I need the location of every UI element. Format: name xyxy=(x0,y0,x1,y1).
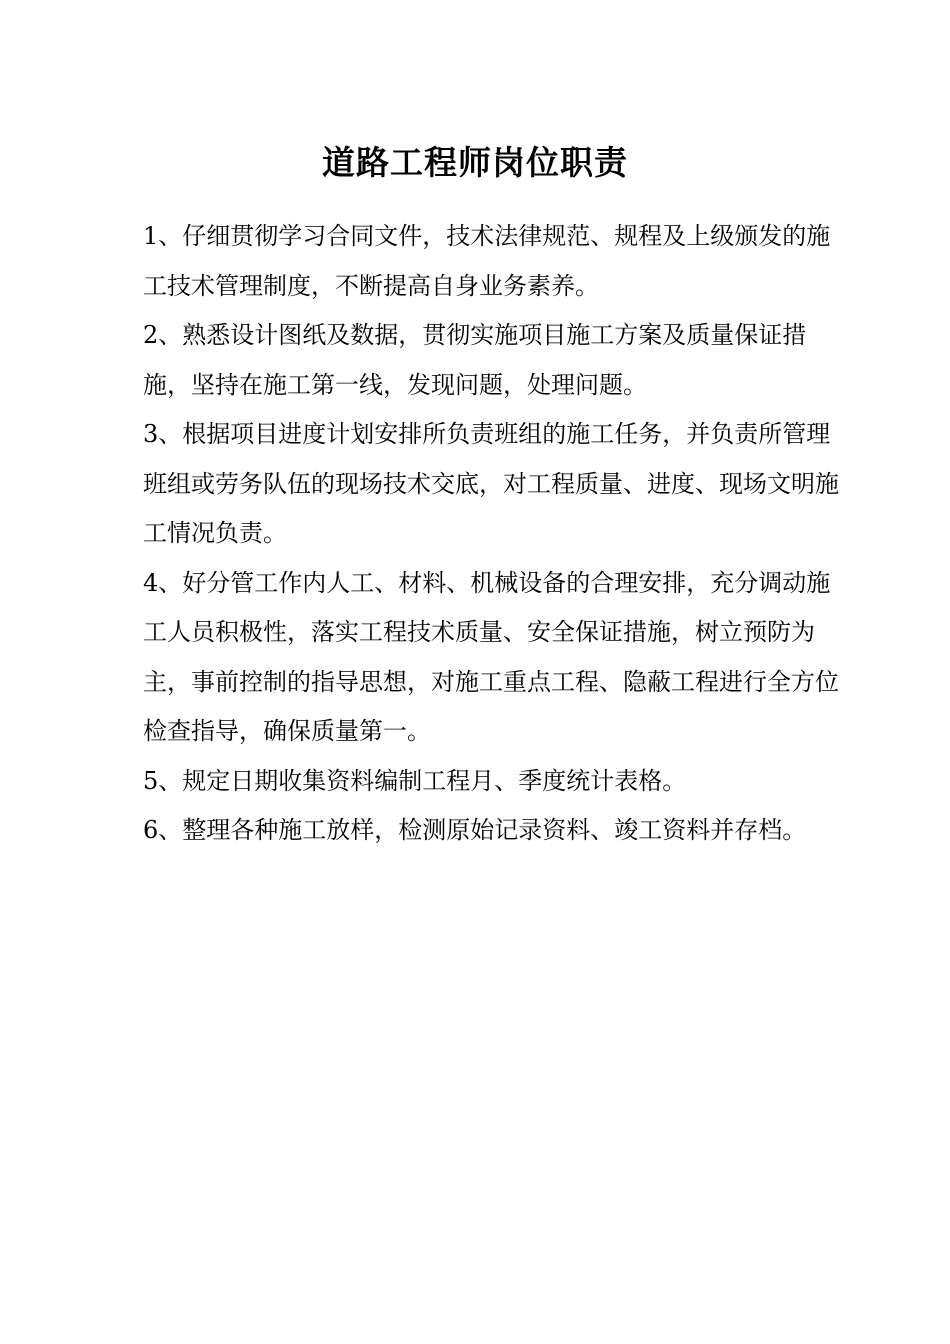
paragraph-4: 4、好分管工作内人工、材料、机械设备的合理安排，充分调动施工人员积极性，落实工程技术质量、安全保证措施，树立预防为主，事前控制的指导思想，对施工重点工程、隐蔽工程进行全方位检查指导，确保质量第一。 xyxy=(143,568,839,745)
document-title: 道路工程师岗位职责 xyxy=(322,143,628,182)
paragraph-3: 3、根据项目进度计划安排所负责班组的施工任务，并负责所管理班组或劳务队伍的现场技术交底，对工程质量、进度、现场文明施工情况负责。 xyxy=(143,420,839,547)
paragraph-1: 1、仔细贯彻学习合同文件，技术法律规范、规程及上级颁发的施工技术管理制度，不断提高自身业务素养。 xyxy=(143,222,831,300)
document-body xyxy=(143,212,843,856)
paragraph-2: 2、熟悉设计图纸及数据，贯彻实施项目施工方案及质量保证措施，坚持在施工第一线，发现问题，处理问题。 xyxy=(143,321,807,399)
paragraph-5: 5、规定日期收集资料编制工程月、季度统计表格。 xyxy=(143,766,687,795)
paragraph-6: 6、整理各种施工放样，检测原始记录资料、竣工资料并存档。 xyxy=(143,816,807,844)
